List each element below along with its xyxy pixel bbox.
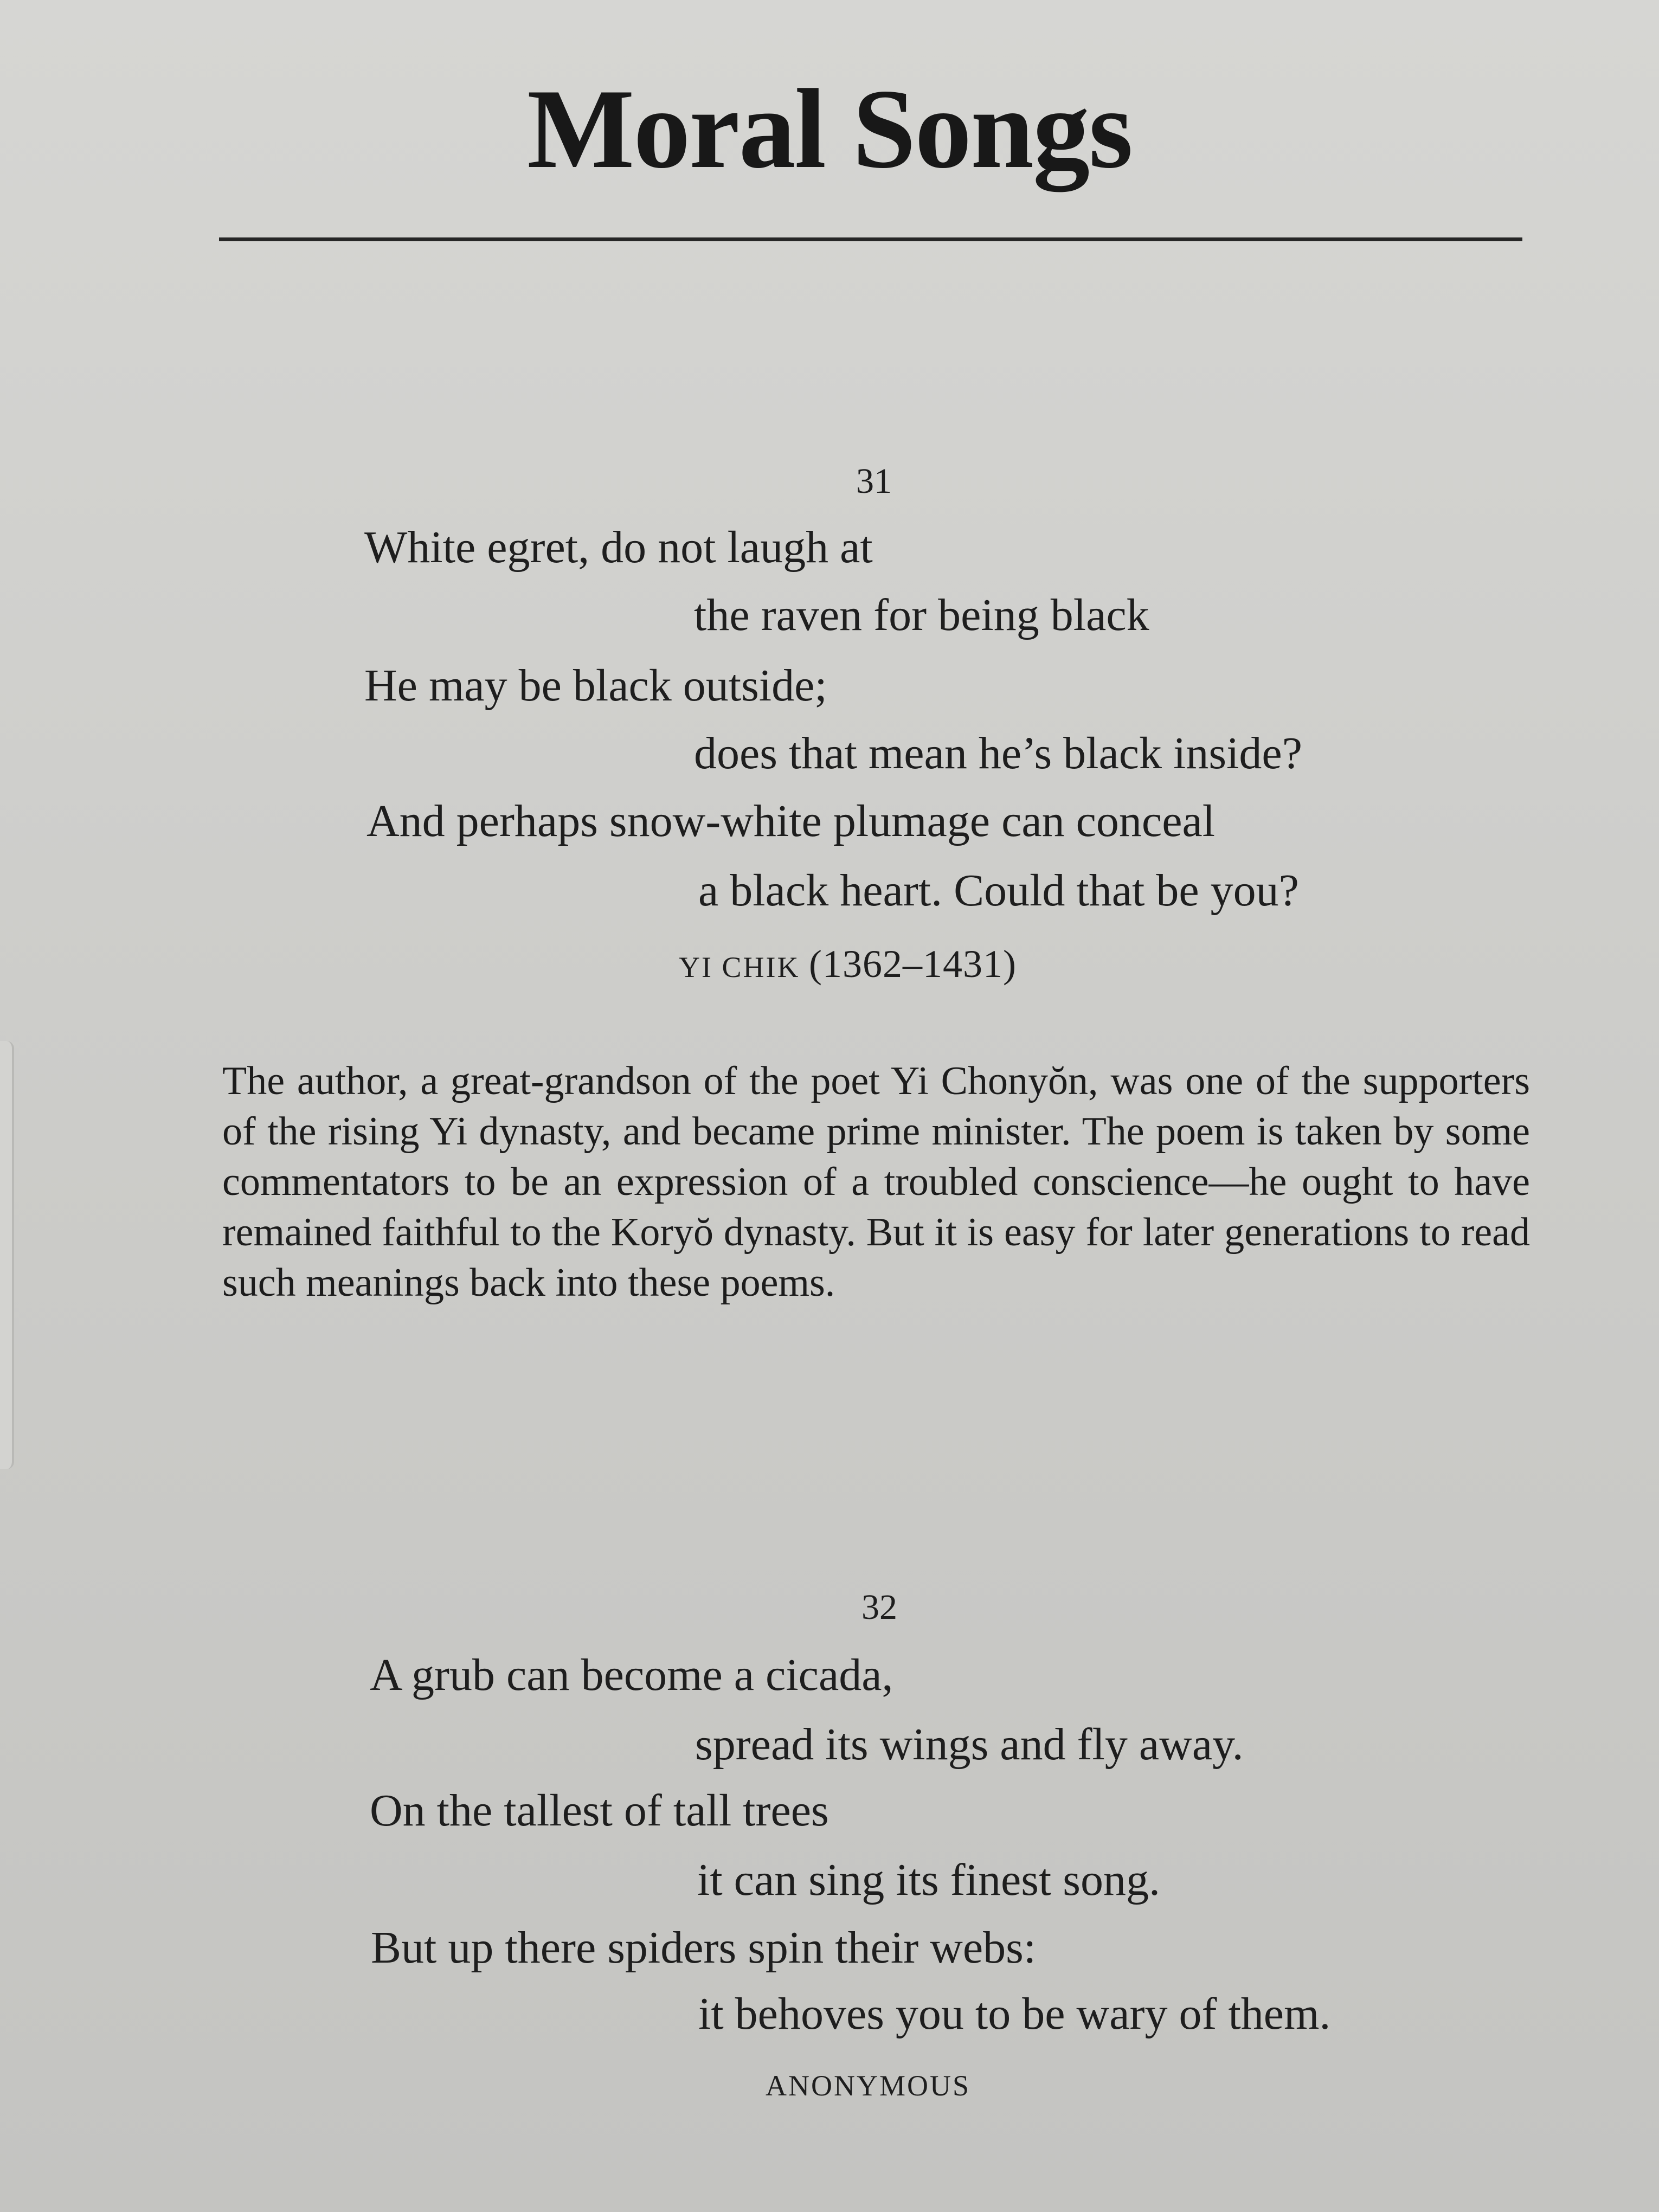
poem-line: does that mean he’s black inside?: [694, 728, 1302, 779]
poem-number: 32: [861, 1587, 897, 1627]
poem-line: On the tallest of tall trees: [370, 1785, 829, 1836]
author-dates: (1362–1431): [808, 942, 1017, 986]
poem-line: White egret, do not laugh at: [364, 522, 873, 573]
commentary-paragraph: The author, a great-grandson of the poet Yi Chonyŏn, was one of the supporters of the rising Yi dynasty, and became prime minister. The poem is taken by some commentators to be an expression of a troubled conscience—he ought to have remained faithful to the Koryŏ dynasty. But it is easy for later generations to read such meanings back into these poems.: [222, 1059, 1530, 1305]
poem-author: [679, 942, 1017, 989]
poem-line: spread its wings and fly away.: [695, 1719, 1244, 1770]
poem-line: it can sing its finest song.: [697, 1855, 1160, 1905]
author-name: ANONYMOUS: [766, 2069, 971, 2102]
poem-author: [766, 2063, 970, 2107]
poem-line: A grub can become a cicada,: [370, 1650, 893, 1700]
page-title: Moral Songs: [527, 66, 1132, 192]
page-edge: [0, 1041, 14, 1469]
poem-line: And perhaps snow-white plumage can conceal: [366, 796, 1216, 846]
poem-number: 31: [856, 461, 892, 501]
poem-line: a black heart. Could that be you?: [698, 865, 1299, 916]
author-name: YI CHIK: [679, 951, 800, 983]
title-rule: [219, 237, 1522, 241]
poem-line: it behoves you to be wary of them.: [698, 1989, 1331, 2039]
poem-line: the raven for being black: [694, 590, 1149, 640]
poem-line: But up there spiders spin their webs:: [371, 1922, 1037, 1973]
poem-line: He may be black outside;: [364, 660, 827, 711]
